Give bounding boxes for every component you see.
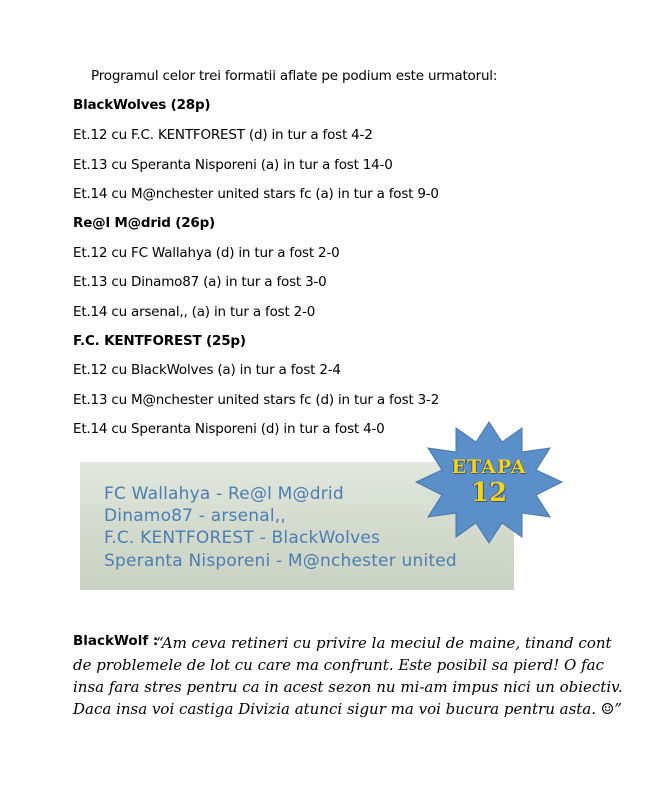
match-line: Et.13 cu Speranta Nisporeni (a) in tur a fost 14-0 xyxy=(73,157,393,173)
team-heading: BlackWolves (28p) xyxy=(73,97,211,113)
team-heading: F.C. KENTFOREST (25p) xyxy=(73,333,246,349)
team-heading: Re@l M@drid (26p) xyxy=(73,215,216,231)
match-line: Et.14 cu Speranta Nisporeni (d) in tur a fost 4-0 xyxy=(73,421,385,437)
fixture-line: F.C. KENTFOREST - BlackWolves xyxy=(104,528,381,548)
round-badge xyxy=(414,420,564,545)
match-line: Et.12 cu F.C. KENTFOREST (d) in tur a fost 4-2 xyxy=(73,127,373,143)
badge-number: 12 xyxy=(470,478,508,508)
quote-line: Daca insa voi castiga Divizia atunci sigur ma voi bucura pentru asta. ☺” xyxy=(73,700,622,718)
match-line: Et.13 cu Dinamo87 (a) in tur a fost 3-0 xyxy=(73,274,327,290)
match-line: Et.12 cu FC Wallahya (d) in tur a fost 2-0 xyxy=(73,245,340,261)
quote-speaker: BlackWolf : xyxy=(73,633,159,649)
badge-label: ETAPA xyxy=(451,456,527,478)
match-line: Et.13 cu M@nchester united stars fc (d) in tur a fost 3-2 xyxy=(73,392,440,408)
quote-line: insa fara stres pentru ca in acest sezon nu mi-am impus nici un obiectiv. xyxy=(73,678,623,696)
quote-line: “Am ceva retineri cu privire la meciul de maine, tinand cont xyxy=(156,634,612,652)
match-line: Et.14 cu M@nchester united stars fc (a) in tur a fost 9-0 xyxy=(73,186,439,202)
fixture-line: Dinamo87 - arsenal,, xyxy=(104,506,286,526)
match-line: Et.14 cu arsenal,, (a) in tur a fost 2-0 xyxy=(73,304,316,320)
fixture-line: FC Wallahya - Re@l M@drid xyxy=(104,484,344,504)
match-line: Et.12 cu BlackWolves (a) in tur a fost 2-4 xyxy=(73,362,341,378)
quote-line: de problemele de lot cu care ma confrunt. Este posibil sa pierd! O fac xyxy=(73,656,604,674)
fixture-line: Speranta Nisporeni - M@nchester united xyxy=(104,551,457,571)
intro-text: Programul celor trei formatii aflate pe podium este urmatorul: xyxy=(91,68,498,84)
quote-text xyxy=(73,632,633,720)
